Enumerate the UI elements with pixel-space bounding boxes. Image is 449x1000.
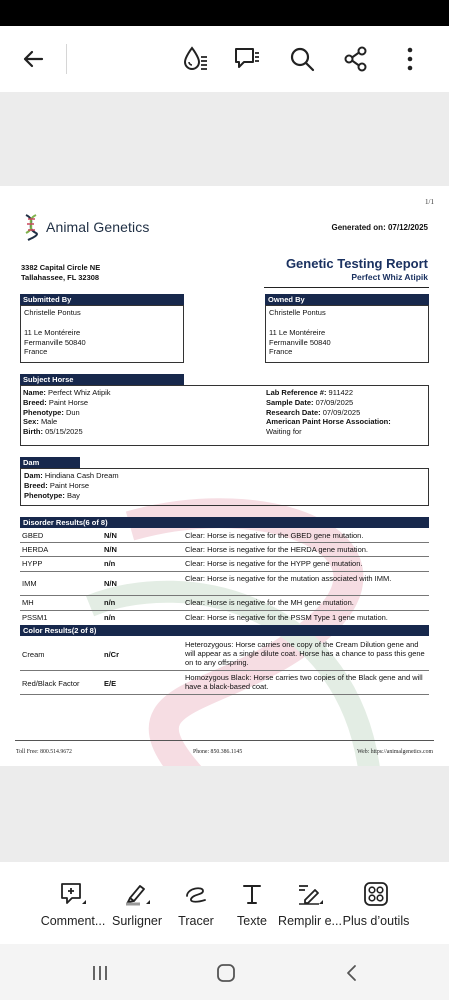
test-description: Clear: Horse is negative for the mutation associated with IMM. — [185, 574, 392, 583]
test-description: Clear: Horse is negative for the PSSM Type 1 gene mutation. — [185, 613, 388, 622]
more-vertical-icon — [405, 46, 415, 72]
tool-label: Remplir e... — [278, 914, 342, 928]
page-indicator: 1/1 — [425, 198, 434, 206]
highlighter-icon — [122, 880, 152, 908]
dam-box — [20, 468, 429, 506]
table-row — [20, 529, 429, 543]
submitter-address-line: 11 Le Montéreire — [24, 327, 81, 337]
owner-name: Christelle Pontus — [269, 308, 326, 317]
table-row — [20, 572, 429, 596]
title-rule — [264, 287, 429, 288]
reading-mode-icon — [181, 44, 211, 74]
bottom-toolbar — [0, 862, 449, 944]
viewer-background-bottom — [0, 766, 449, 862]
owned-by-heading: Owned By — [265, 294, 429, 305]
test-name: MH — [22, 598, 34, 607]
comment-icon — [58, 880, 88, 908]
test-result: n/Cr — [104, 650, 119, 659]
recent-apps-icon — [90, 963, 110, 983]
text-icon — [237, 880, 267, 908]
share-button[interactable] — [339, 42, 373, 76]
field-label: American Paint Horse Association: — [266, 417, 391, 427]
status-bar — [0, 0, 449, 26]
submitted-by-heading: Submitted By — [20, 294, 184, 305]
disorder-results-heading: Disorder Results(6 of 8) — [20, 517, 429, 528]
dam-breed: Paint Horse — [49, 480, 90, 490]
logo-text: Animal Genetics — [46, 219, 150, 235]
dna-logo-icon — [22, 213, 40, 241]
document-page[interactable] — [0, 186, 449, 766]
sample-date: 07/09/2025 — [315, 397, 354, 407]
submitter-address-line: France — [24, 347, 48, 357]
test-result: n/n — [104, 559, 116, 568]
dam-name: Hindiana Cash Dream — [44, 471, 119, 480]
field-label: Research Date: — [266, 407, 321, 417]
footer-toll-free: Toll Free: 800.514.9672 — [16, 749, 72, 755]
association-status: Waiting for — [266, 427, 302, 437]
test-name: GBED — [22, 531, 44, 540]
recent-apps-button[interactable] — [88, 962, 112, 984]
test-name: HERDA — [22, 545, 49, 554]
horse-birth: 05/15/2025 — [45, 427, 83, 437]
owner-address-line: Fermanville 50840 — [269, 337, 331, 347]
test-result: n/n — [104, 613, 116, 622]
test-description: Homozygous Black: Horse carries two copies of the Black gene and will have a black-based coat. — [185, 673, 423, 691]
owned-by-box — [265, 305, 429, 363]
horse-breed: Paint Horse — [48, 397, 89, 407]
test-description: Clear: Horse is negative for the MH gene mutation. — [185, 598, 354, 607]
field-label: Breed: — [24, 480, 48, 490]
test-result: E/E — [104, 679, 117, 688]
generated-date: Generated on: 07/12/2025 — [331, 223, 428, 232]
home-button[interactable] — [214, 962, 238, 984]
tool-label: Comment... — [40, 914, 106, 928]
tool-label: Tracer — [178, 914, 214, 928]
comments-list-button[interactable] — [230, 42, 264, 76]
viewer-background-top — [0, 92, 449, 186]
horse-phenotype: Dun — [65, 407, 80, 417]
system-nav-bar — [0, 944, 449, 1000]
test-description: Clear: Horse is negative for the GBED gene mutation. — [185, 531, 364, 540]
test-name: PSSM1 — [22, 613, 48, 622]
draw-icon — [181, 880, 211, 908]
subject-horse-heading: Subject Horse — [20, 374, 184, 385]
report-subtitle: Perfect Whiz Atipik — [351, 272, 428, 282]
subject-horse-box — [20, 385, 429, 446]
color-results-heading: Color Results(2 of 8) — [20, 625, 429, 636]
owner-address-line: 11 Le Montéreire — [269, 327, 326, 337]
reading-mode-button[interactable] — [179, 42, 213, 76]
test-description: Clear: Horse is negative for the HYPP gene mutation. — [185, 559, 363, 568]
table-row — [20, 557, 429, 572]
lab-reference: 911422 — [328, 388, 354, 397]
test-result: N/N — [104, 531, 117, 540]
test-result: N/N — [104, 545, 117, 554]
dam-heading: Dam — [20, 457, 80, 468]
research-date: 07/09/2025 — [322, 407, 361, 417]
table-row — [20, 596, 429, 611]
submitter-address-line: Fermanville 50840 — [24, 337, 86, 347]
dam-phenotype: Bay — [66, 490, 80, 500]
footer-web: Web: https://animalgenetics.com — [357, 749, 433, 755]
test-description: Heterozygous: Horse carries one copy of the Cream Dilution gene and will appear as a single dilute coat. Horse has a chance to pass this gene on to any offspring. — [185, 640, 425, 667]
top-toolbar — [0, 26, 449, 92]
field-label: Name: — [23, 388, 46, 397]
table-row — [20, 637, 429, 671]
footer-rule — [15, 740, 434, 741]
table-row — [20, 543, 429, 557]
more-tools-icon — [361, 880, 391, 908]
field-label: Sex: — [23, 417, 39, 427]
test-name: HYPP — [22, 559, 43, 568]
table-row — [20, 671, 429, 695]
search-button[interactable] — [285, 42, 319, 76]
test-name: IMM — [22, 579, 37, 588]
owner-address-line: France — [269, 347, 293, 357]
test-description: Clear: Horse is negative for the HERDA gene mutation. — [185, 545, 369, 554]
toolbar-divider — [66, 44, 67, 74]
report-title: Genetic Testing Report — [285, 256, 428, 271]
tool-label: Plus d’outils — [342, 914, 410, 928]
back-icon — [342, 963, 362, 983]
share-icon — [342, 45, 370, 73]
field-label: Lab Reference #: — [266, 388, 327, 397]
test-result: n/n — [104, 598, 116, 607]
search-icon — [288, 45, 316, 73]
test-result: N/N — [104, 579, 117, 588]
horse-name: Perfect Whiz Atipik — [48, 388, 111, 397]
more-tools[interactable] — [336, 880, 416, 940]
table-row — [20, 611, 429, 625]
address-line: 3382 Capital Circle NE — [21, 263, 101, 272]
company-logo — [22, 213, 149, 241]
back-arrow-icon — [20, 46, 46, 72]
field-label: Birth: — [23, 427, 43, 437]
field-label: Dam: — [24, 471, 43, 480]
submitter-name: Christelle Pontus — [24, 308, 81, 317]
test-name: Red/Black Factor — [22, 679, 80, 688]
footer-phone: Phone: 850.386.1145 — [193, 749, 243, 755]
tool-label: Texte — [237, 914, 267, 928]
field-label: Sample Date: — [266, 397, 314, 407]
nav-back-button[interactable] — [340, 962, 364, 984]
address-line: Tallahassee, FL 32308 — [21, 273, 100, 282]
back-button[interactable] — [16, 42, 50, 76]
field-label: Phenotype: — [24, 490, 65, 500]
submitted-by-box — [20, 305, 184, 363]
field-label: Breed: — [23, 397, 47, 407]
more-options-button[interactable] — [393, 42, 427, 76]
fill-sign-icon — [295, 880, 325, 908]
company-address — [21, 263, 100, 283]
home-icon — [215, 962, 237, 984]
tool-label: Surligner — [111, 914, 163, 928]
field-label: Phenotype: — [23, 407, 64, 417]
test-name: Cream — [22, 650, 45, 659]
comments-list-icon — [232, 44, 262, 74]
horse-sex: Male — [40, 417, 58, 427]
